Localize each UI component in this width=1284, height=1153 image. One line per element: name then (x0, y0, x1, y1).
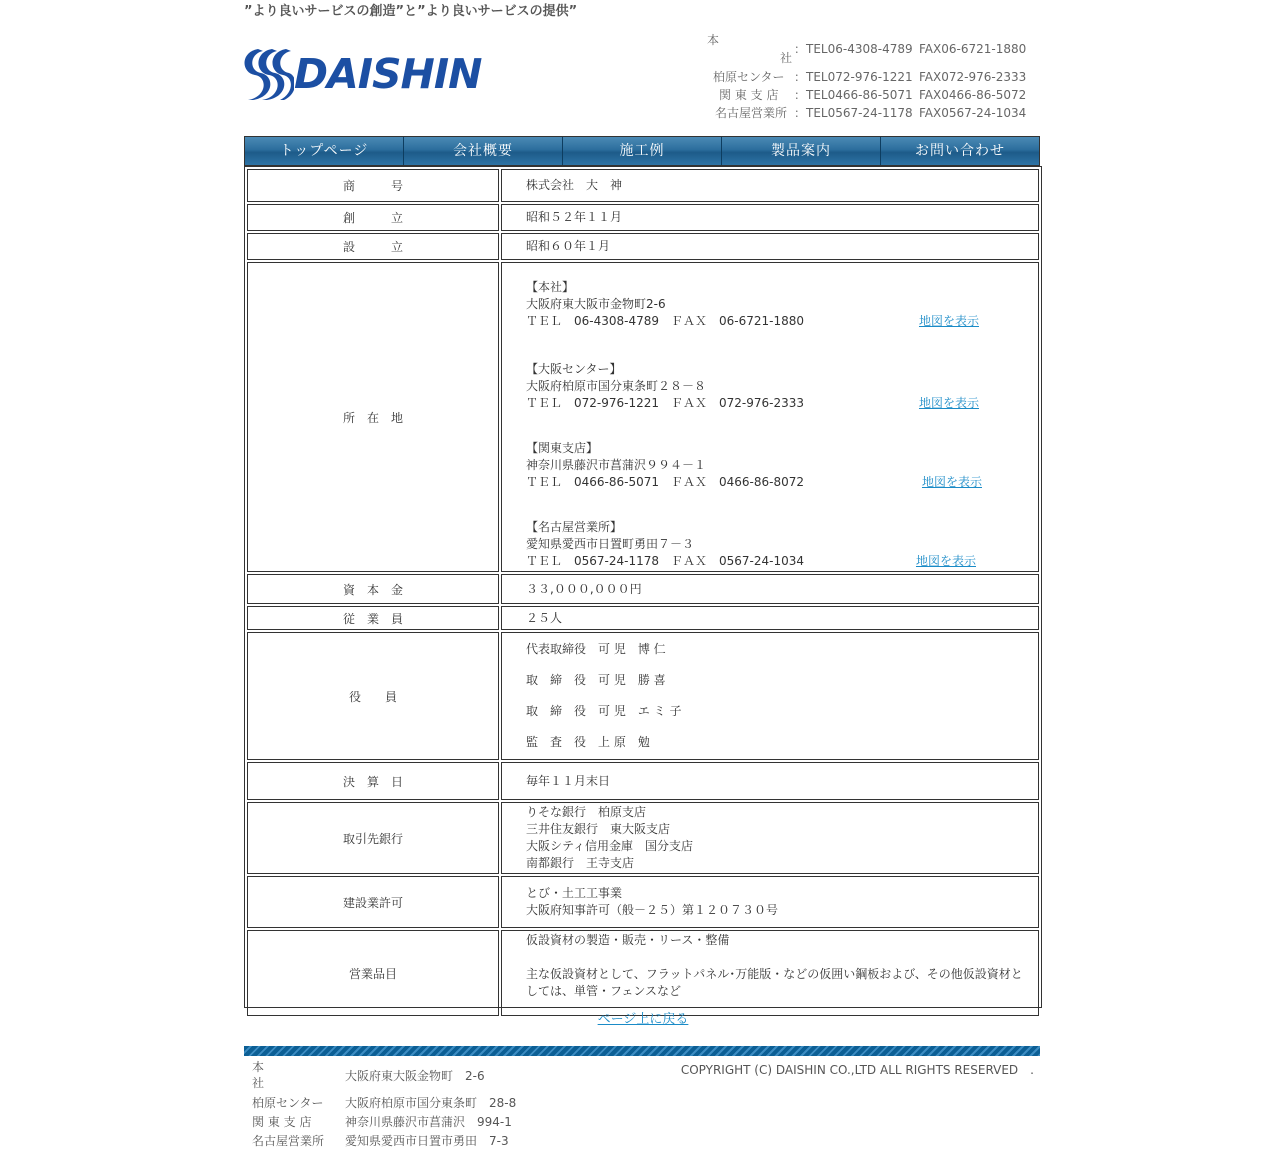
row-key: 設 立 (247, 233, 499, 260)
table-row-officers (247, 632, 1039, 760)
business-line: 仮設資材の製造・販売・リース・整備 (526, 933, 730, 947)
business-line: 主な仮設資材として、フラットパネル･万能版・などの仮囲い鋼板および、その他仮設資材としては、単管・フェンスなど (526, 967, 1023, 998)
table-row-location (247, 262, 1039, 572)
contact-fax: FAX0466-86-5072 (919, 88, 1027, 102)
footer-office-label-top: 本 (252, 1060, 265, 1074)
office-block-honsha (526, 279, 1037, 330)
nav-contact[interactable]: お問い合わせ (881, 137, 1039, 165)
back-to-top-link[interactable]: ページ上に戻る (597, 1012, 689, 1027)
office-name: 【本社】 (526, 280, 575, 294)
daishin-logo[interactable] (244, 46, 534, 104)
bank-item: 三井住友銀行 東大阪支店 (526, 822, 671, 836)
row-value: 昭和５２年１１月 (501, 204, 1039, 231)
footer-office-label: 名古屋営業所 (252, 1134, 325, 1148)
location-value (501, 262, 1039, 572)
row-key: 資 本 金 (247, 574, 499, 604)
contact-label-bottom: 社 (780, 51, 793, 65)
contact-fax: FAX072-976-2333 (919, 70, 1027, 84)
office-address: 神奈川県藤沢市菖蒲沢９９４－１ (526, 458, 707, 472)
license-value (501, 876, 1039, 928)
nav-company-profile[interactable]: 会社概要 (404, 137, 563, 165)
officer-item: 取 締 役 可 児 エ ミ 子 (526, 704, 682, 718)
contact-fax: FAX06-6721-1880 (919, 42, 1027, 56)
nav-construction-examples[interactable]: 施工例 (563, 137, 722, 165)
table-row-business (247, 930, 1039, 1016)
footer-office-label: 関 東 支 店 (252, 1115, 312, 1129)
contact-tel: ：TEL0567-24-1178 (794, 106, 913, 120)
business-value (501, 930, 1039, 1016)
office-address: 愛知県愛西市日置町勇田７－３ (526, 537, 695, 551)
copyright: COPYRIGHT (C) DAISHIN CO.,LTD ALL RIGHTS RESERVED . (680, 1063, 1034, 1077)
office-block-osaka-center (526, 361, 1037, 412)
map-link[interactable]: 地図を表示 (918, 314, 979, 328)
contact-label: 柏原センター (713, 70, 785, 84)
row-key: 営業品目 (247, 930, 499, 1016)
row-value: 昭和６０年１月 (501, 233, 1039, 260)
officers-value (501, 632, 1039, 760)
license-line: 大阪府知事許可（般－２５）第１２０７３０号 (526, 903, 779, 917)
table-row-capital (247, 574, 1039, 604)
company-info-table (244, 166, 1042, 1008)
footer-office-address: 愛知県愛西市日置市勇田 7-3 (345, 1134, 509, 1148)
table-row-settlement (247, 762, 1039, 800)
row-key: 取引先銀行 (247, 802, 499, 874)
table-row-employees (247, 606, 1039, 630)
office-block-nagoya (526, 519, 1037, 570)
row-key: 従 業 員 (247, 606, 499, 630)
contact-label: 名古屋営業所 (715, 106, 788, 120)
footer-office-label-bottom: 社 (252, 1076, 265, 1090)
banks-value (501, 802, 1039, 874)
office-address: 大阪府東大阪市金物町2-6 (526, 297, 666, 311)
row-value: ３３,０００,０００円 (501, 574, 1039, 604)
office-name: 【大阪センター】 (526, 362, 622, 376)
back-to-top (244, 1008, 1042, 1027)
map-link[interactable]: 地図を表示 (918, 396, 979, 410)
footer-office-address: 大阪府東大阪金物町 2-6 (345, 1069, 485, 1083)
office-name: 【名古屋営業所】 (526, 520, 623, 534)
office-block-kanto (526, 440, 1037, 491)
main-nav (244, 136, 1040, 166)
tagline: ”より良いサービスの創造”と”より良いサービスの提供” (244, 4, 578, 19)
footer-divider-bar (244, 1046, 1040, 1056)
contact-fax: FAX0567-24-1034 (919, 106, 1027, 120)
office-tel: 地図を表示 ＴＥＬ 072-976-1221 ＦＡＸ 072-976-2333 (526, 396, 979, 410)
office-tel: 地図を表示 ＴＥＬ 0567-24-1178 ＦＡＸ 0567-24-1034 (526, 554, 976, 568)
footer-office-label: 柏原センター (252, 1096, 324, 1110)
bank-item: りそな銀行 柏原支店 (526, 805, 647, 819)
footer-office-address: 大阪府柏原市国分東条町 28-8 (345, 1096, 517, 1110)
officer-item: 監 査 役 上 原 勉 (526, 735, 650, 749)
contact-tel: ：TEL06-4308-4789 (794, 42, 913, 56)
row-key: 建設業許可 (247, 876, 499, 928)
bank-item: 大阪シティ信用金庫 国分支店 (526, 839, 694, 853)
nav-products[interactable]: 製品案内 (722, 137, 881, 165)
row-key: 決 算 日 (247, 762, 499, 800)
contact-tel: ：TEL072-976-1221 (794, 70, 913, 84)
logo-text: DAISHIN (294, 50, 482, 98)
office-tel: 地図を表示 ＴＥＬ 0466-86-5071 ＦＡＸ 0466-86-8072 (526, 475, 982, 489)
office-tel: 地図を表示 ＴＥＬ 06-4308-4789 ＦＡＸ 06-6721-1880 (526, 314, 979, 328)
logo-mark-icon (244, 46, 294, 102)
map-link[interactable]: 地図を表示 (921, 475, 982, 489)
map-link[interactable]: 地図を表示 (915, 554, 976, 568)
table-row-banks (247, 802, 1039, 874)
license-line: とび・土工工事業 (526, 886, 623, 900)
office-address: 大阪府柏原市国分東条町２８－８ (526, 379, 707, 393)
office-name: 【関東支店】 (526, 441, 599, 455)
row-key: 商 号 (247, 169, 499, 202)
contact-label-top: 本 (707, 33, 720, 47)
footer-office-address: 神奈川県藤沢市菖蒲沢 994-1 (345, 1115, 512, 1129)
row-value: ２５人 (501, 606, 1039, 630)
row-value: 毎年１１月末日 (501, 762, 1039, 800)
table-row-shogo (247, 169, 1039, 202)
row-key: 所 在 地 (247, 262, 499, 572)
row-value: 株式会社 大 神 (501, 169, 1039, 202)
contact-tel: ：TEL0466-86-5071 (794, 88, 913, 102)
contact-label: 関 東 支 店 (719, 88, 779, 102)
row-key: 役 員 (247, 632, 499, 760)
officer-item: 代表取締役 可 児 博 仁 (526, 642, 666, 656)
table-row-soritsu (247, 204, 1039, 231)
nav-top-page[interactable]: トップページ (245, 137, 404, 165)
table-row-setsuritsu (247, 233, 1039, 260)
table-row-license (247, 876, 1039, 928)
bank-item: 南都銀行 王寺支店 (526, 856, 635, 870)
row-key: 創 立 (247, 204, 499, 231)
officer-item: 取 締 役 可 児 勝 喜 (526, 673, 666, 687)
